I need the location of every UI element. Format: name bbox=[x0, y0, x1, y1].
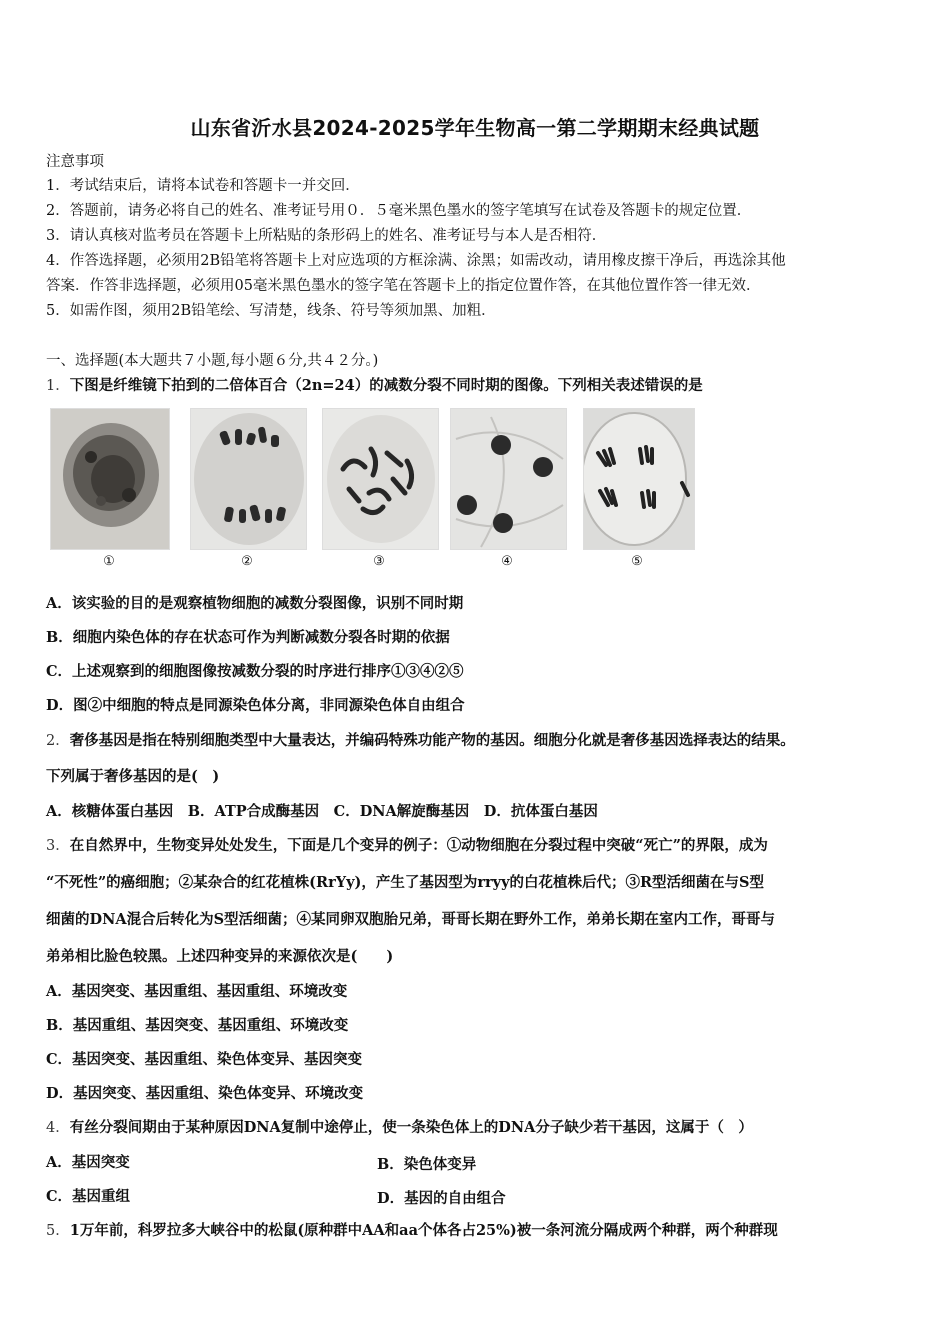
figure-label: ② bbox=[241, 554, 253, 569]
micrograph-5 bbox=[583, 408, 695, 550]
option: B．基因重组、基因突变、基因重组、环境改变 bbox=[46, 1017, 349, 1034]
question-5 bbox=[46, 1221, 778, 1241]
question-stem: 在自然界中，生物变异处处发生，下面是几个变异的例子：①动物细胞在分裂过程中突破“死亡”的界限，成为 bbox=[69, 837, 768, 854]
option: C．基因重组 bbox=[46, 1188, 131, 1205]
question-3 bbox=[46, 836, 768, 856]
notice-item: 3．请认真核对监考员在答题卡上所粘贴的条形码上的姓名、准考证号与本人是否相符． bbox=[46, 228, 607, 244]
question-number: 2． bbox=[46, 733, 70, 749]
question-number: 4． bbox=[46, 1120, 70, 1136]
figure-label: ⑤ bbox=[631, 554, 643, 569]
question-stem: 1万年前，科罗拉多大峡谷中的松鼠(原种群中AA和aa个体各占25%)被一条河流分隔成两个种群，两个种群现 bbox=[69, 1222, 778, 1239]
option: D．图②中细胞的特点是同源染色体分离，非同源染色体自由组合 bbox=[46, 697, 465, 714]
option: B．染色体变异 bbox=[377, 1156, 477, 1173]
figure-label: ④ bbox=[501, 554, 513, 569]
section-heading: 一、选择题(本大题共７小题,每小题６分,共４２分。) bbox=[46, 353, 379, 369]
figure-label: ① bbox=[103, 554, 115, 569]
question-stem-cont: “不死性”的癌细胞；②某杂合的红花植株(RrYy)，产生了基因型为rryy的白花植株后代；③R型活细菌在与S型 bbox=[46, 874, 765, 891]
micrograph-figure bbox=[50, 408, 700, 570]
option: A．核糖体蛋白基因 B．ATP合成酶基因 C．DNA解旋酶基因 D．抗体蛋白基因 bbox=[46, 803, 598, 820]
option: C．基因突变、基因重组、染色体变异、基因突变 bbox=[46, 1051, 363, 1068]
option: D．基因突变、基因重组、染色体变异、环境改变 bbox=[46, 1085, 364, 1102]
question-number: 1． bbox=[46, 378, 70, 394]
page-title: 山东省沂水县2024-2025学年生物高一第二学期期末经典试题 bbox=[190, 116, 760, 140]
question-stem: 有丝分裂间期由于某种原因DNA复制中途停止，使一条染色体上的DNA分子缺少若干基因，这属于（ ） bbox=[69, 1119, 753, 1136]
question-stem: 下图是纤维镜下拍到的二倍体百合（2n=24）的减数分裂不同时期的图像。下列相关表述错误的是 bbox=[69, 377, 703, 394]
question-number: 3． bbox=[46, 838, 70, 854]
notice-item: 4．作答选择题，必须用2B铅笔将答题卡上对应选项的方框涂满、涂黑；如需改动，请用橡皮擦干净后，再选涂其他 bbox=[46, 253, 786, 269]
question-stem: 奢侈基因是指在特别细胞类型中大量表达，并编码特殊功能产物的基因。细胞分化就是奢侈基因选择表达的结果。 bbox=[69, 732, 795, 749]
notice-item: 5．如需作图，须用2B铅笔绘、写清楚，线条、符号等须加黑、加粗． bbox=[46, 303, 496, 319]
micrograph-3 bbox=[322, 408, 439, 550]
notice-heading: 注意事项 bbox=[46, 154, 104, 170]
micrograph-2 bbox=[190, 408, 307, 550]
question-stem-cont: 弟弟相比脸色较黑。上述四种变异的来源依次是( ) bbox=[46, 948, 394, 965]
question-stem-cont: 下列属于奢侈基因的是( ) bbox=[46, 768, 220, 785]
question-1 bbox=[46, 376, 703, 396]
question-stem-cont: 细菌的DNA混合后转化为S型活细菌；④某同卵双胞胎兄弟，哥哥长期在野外工作，弟弟长期在室内工作，哥哥与 bbox=[46, 911, 776, 928]
option: B．细胞内染色体的存在状态可作为判断减数分裂各时期的依据 bbox=[46, 629, 450, 646]
question-4 bbox=[46, 1118, 753, 1138]
notice-item: 1．考试结束后，请将本试卷和答题卡一并交回． bbox=[46, 178, 360, 194]
micrograph-4 bbox=[450, 408, 567, 550]
option: A．基因突变、基因重组、基因重组、环境改变 bbox=[46, 983, 348, 1000]
micrograph-1 bbox=[50, 408, 170, 550]
option: D．基因的自由组合 bbox=[377, 1190, 506, 1207]
option: A．该实验的目的是观察植物细胞的减数分裂图像，识别不同时期 bbox=[46, 595, 464, 612]
option: A．基因突变 bbox=[46, 1154, 130, 1171]
question-2 bbox=[46, 731, 795, 751]
notice-item: 2．答题前，请务必将自己的姓名、准考证号用０．５毫米黑色墨水的签字笔填写在试卷及答题卡的规定位置． bbox=[46, 203, 752, 219]
notice-item: 答案．作答非选择题，必须用05毫米黑色墨水的签字笔在答题卡上的指定位置作答，在其他位置作答一律无效． bbox=[46, 278, 761, 294]
question-number: 5． bbox=[46, 1223, 70, 1239]
option: C．上述观察到的细胞图像按减数分裂的时序进行排序①③④②⑤ bbox=[46, 663, 464, 680]
figure-label: ③ bbox=[373, 554, 385, 569]
